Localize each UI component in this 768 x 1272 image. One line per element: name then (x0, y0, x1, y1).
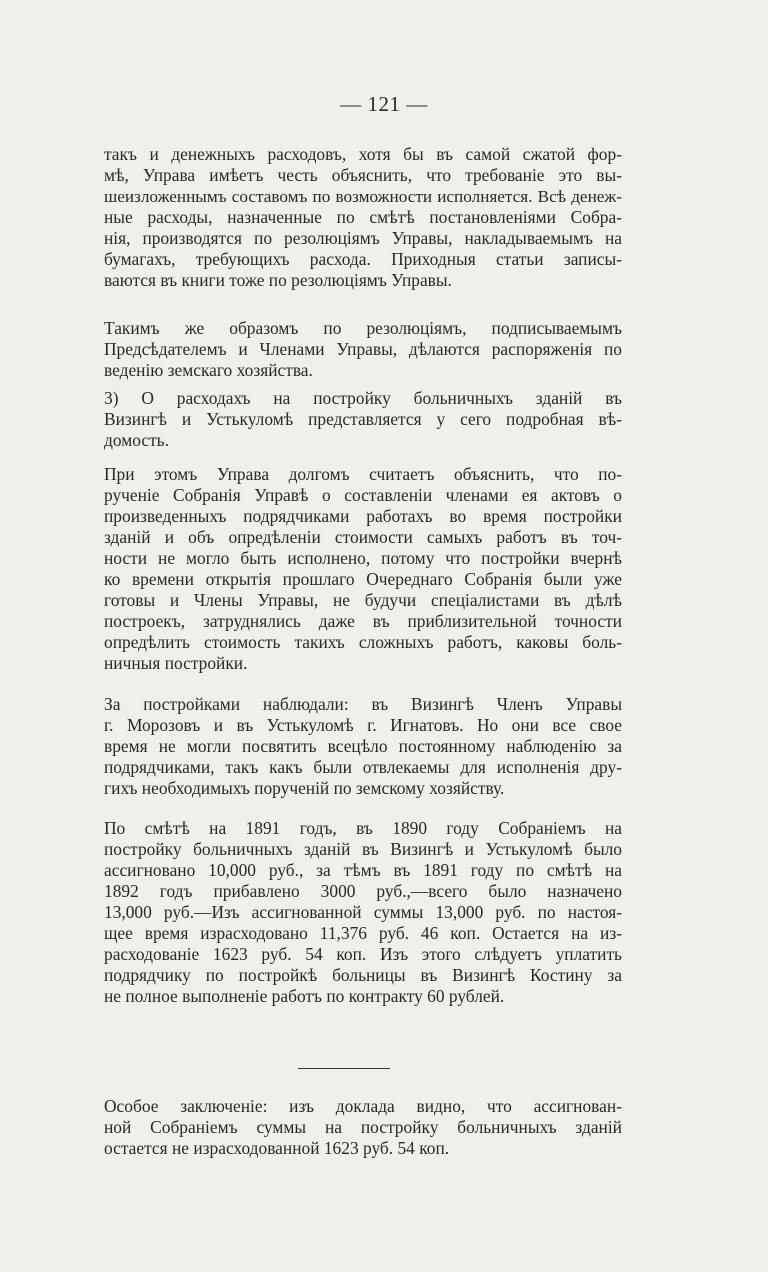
text-line: постройку больничныхъ зданій въ Визингѣ и Устькуломѣ было (104, 839, 622, 859)
text-line: рученіе Собранія Управѣ о составленіи членами ея актовъ о (104, 485, 622, 505)
text-line: 1892 годъ прибавлено 3000 руб.,—всего было назначено (104, 881, 622, 901)
page-number: — 121 — (340, 92, 428, 116)
text-line: шеизложеннымъ составомъ по возможности исполняется. Всѣ денеж- (104, 187, 622, 206)
text-line: веденію земскаго хозяйства. (104, 360, 313, 380)
text-line: По смѣтѣ на 1891 годъ, въ 1890 году Собраніемъ на (104, 818, 622, 838)
text-line: расходованіе 1623 руб. 54 коп. Изъ этого слѣдуетъ уплатить (104, 944, 622, 964)
text-line: ные расходы, назначенные по смѣтѣ постановленіями Собра- (104, 207, 622, 227)
text-line: щее время израсходовано 11,376 руб. 46 коп. Остается на из- (104, 923, 622, 943)
paragraph-1 (104, 144, 622, 291)
text-line: не полное выполненіе работъ по контракту 60 рублей. (104, 986, 505, 1006)
text-line: ко времени открытія прошлаго Очереднаго Собранія были уже (104, 569, 622, 589)
text-line: 13,000 руб.—Изъ ассигнованной суммы 13,000 руб. по настоя- (104, 902, 622, 922)
text-line: Визингѣ и Устькуломѣ представляется у сего подробная вѣ- (104, 409, 622, 429)
paragraph-6 (104, 818, 622, 1007)
text-line: ной Собраніемъ суммы на постройку больничныхъ зданій (104, 1117, 622, 1137)
text-line: ваются въ книги тоже по резолюціямъ Управы. (104, 270, 452, 290)
text-line: Такимъ же образомъ по резолюціямъ, подписываемымъ (104, 318, 622, 338)
paragraph-7 (104, 1096, 622, 1159)
text-line: построекъ, затруднялись даже въ приблизительной точности (104, 611, 622, 631)
section-divider (298, 1068, 390, 1069)
paragraph-3 (104, 388, 622, 451)
text-line: нія, производятся по резолюціямъ Управы, накладываемымъ на (104, 228, 622, 248)
paragraph-4 (104, 464, 622, 674)
text-line: опредѣлить стоимость такихъ сложныхъ работъ, каковы боль- (104, 632, 622, 652)
text-line: бумагахъ, требующихъ расхода. Приходныя статьи записы- (104, 249, 622, 269)
text-line: г. Морозовъ и въ Устькуломѣ г. Игнатовъ. Но они все свое (104, 715, 622, 735)
text-line: При этомъ Управа долгомъ считаетъ объяснить, что по- (104, 464, 622, 484)
paragraph-2 (104, 318, 622, 381)
text-line: мѣ, Управа имѣетъ честь объяснить, что требованіе это вы- (104, 165, 622, 185)
text-line: Особое заключеніе: изъ доклада видно, что ассигнован- (104, 1096, 622, 1116)
text-line: подрядчику по постройкѣ больницы въ Визингѣ Костину за (104, 965, 622, 985)
text-line: Предсѣдателемъ и Членами Управы, дѣлаются распоряженія по (104, 339, 622, 359)
text-line: ности не могло быть исполнено, потому что постройки вчернѣ (104, 548, 622, 568)
text-line: произведенныхъ подрядчиками работахъ во время постройки (104, 506, 622, 526)
text-line: За постройками наблюдали: въ Визингѣ Членъ Управы (104, 694, 622, 714)
text-line: зданій и объ опредѣленіи стоимости самыхъ работъ въ точ- (104, 527, 622, 547)
text-line: такъ и денежныхъ расходовъ, хотя бы въ самой сжатой фор- (104, 144, 622, 164)
text-line: ассигновано 10,000 руб., за тѣмъ въ 1891 году по смѣтѣ на (104, 860, 622, 880)
paragraph-5 (104, 694, 622, 799)
text-line: остается не израсходованной 1623 руб. 54 коп. (104, 1138, 450, 1158)
text-line: 3) О расходахъ на постройку больничныхъ зданій въ (104, 388, 622, 408)
text-line: готовы и Члены Управы, не будучи спеціалистами въ дѣлѣ (104, 590, 622, 610)
text-line: домость. (104, 430, 169, 450)
text-line: подрядчиками, такъ какъ были отвлекаемы для исполненія дру- (104, 757, 622, 777)
text-line: время не могли посвятить всецѣло постоянному наблюденію за (104, 736, 622, 756)
text-line: гихъ необходимыхъ порученій по земскому хозяйству. (104, 778, 505, 798)
text-line: ничныя постройки. (104, 653, 248, 673)
